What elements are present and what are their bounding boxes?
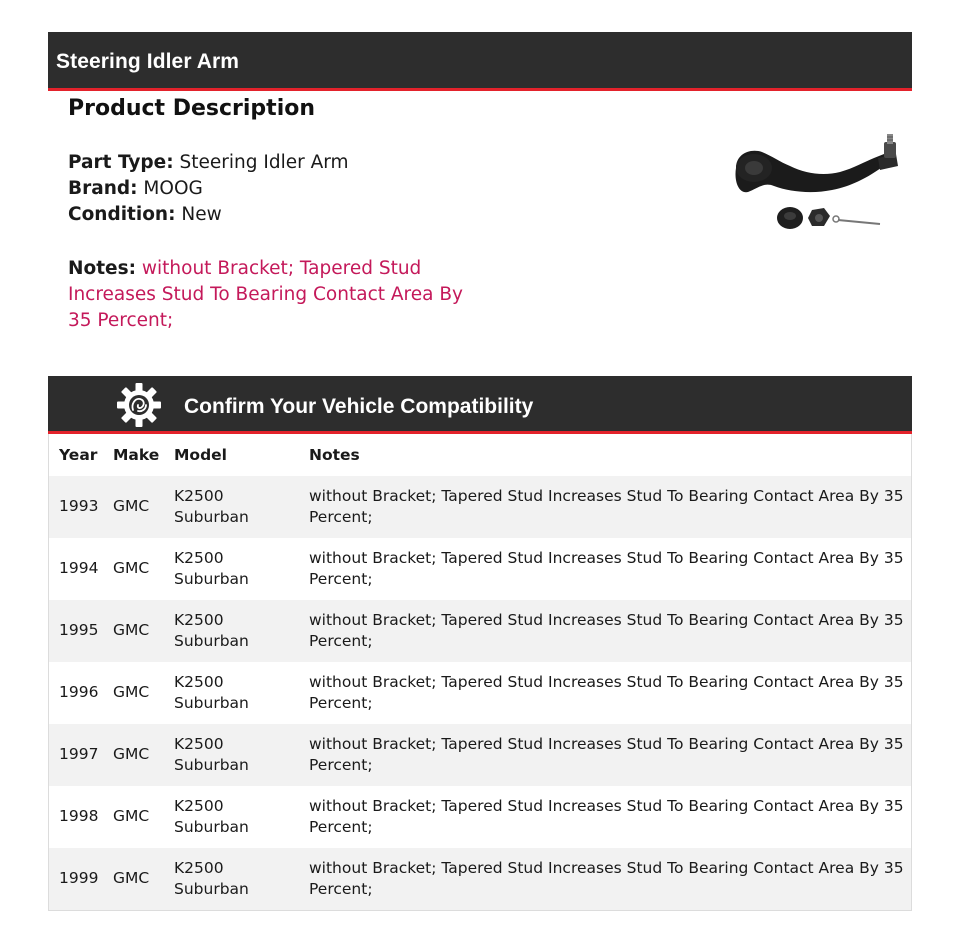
cell-make: GMC [103, 848, 164, 911]
condition-label: Condition: [68, 204, 176, 225]
product-image [728, 132, 908, 234]
column-header-model: Model [164, 434, 299, 476]
compatibility-title: Confirm Your Vehicle Compatibility [184, 395, 534, 418]
table-row [49, 848, 912, 911]
brand-value: MOOG [143, 178, 203, 199]
cell-make: GMC [103, 476, 164, 538]
table-row [49, 538, 912, 600]
table-row [49, 600, 912, 662]
cell-model: K2500 Suburban [164, 786, 299, 848]
notes-row [68, 256, 468, 334]
condition-row [68, 202, 222, 228]
gear-icon [116, 382, 162, 428]
brand-row [68, 176, 203, 202]
cell-model: K2500 Suburban [164, 848, 299, 911]
cell-model: K2500 Suburban [164, 538, 299, 600]
cell-year: 1998 [49, 786, 104, 848]
cell-year: 1993 [49, 476, 104, 538]
column-header-year: Year [49, 434, 104, 476]
brand-label: Brand: [68, 178, 138, 199]
table-header-row [49, 434, 912, 476]
cell-make: GMC [103, 538, 164, 600]
cell-notes: without Bracket; Tapered Stud Increases Stud To Bearing Contact Area By 35 Percent; [299, 600, 912, 662]
cell-year: 1996 [49, 662, 104, 724]
part-type-label: Part Type: [68, 152, 174, 173]
condition-value: New [181, 204, 222, 225]
table-row [49, 476, 912, 538]
cell-notes: without Bracket; Tapered Stud Increases Stud To Bearing Contact Area By 35 Percent; [299, 476, 912, 538]
page-title: Steering Idler Arm [56, 50, 240, 73]
column-header-notes: Notes [299, 434, 912, 476]
notes-value: without Bracket; Tapered Stud Increases Stud To Bearing Contact Area By 35 Percent; [68, 258, 463, 331]
cell-year: 1999 [49, 848, 104, 911]
part-type-value: Steering Idler Arm [179, 152, 349, 173]
cell-model: K2500 Suburban [164, 476, 299, 538]
part-type-row [68, 150, 349, 176]
notes-label: Notes: [68, 258, 136, 279]
title-bar [48, 32, 912, 91]
table-row [49, 662, 912, 724]
table-row [49, 786, 912, 848]
cell-year: 1997 [49, 724, 104, 786]
compatibility-bar [48, 376, 912, 434]
cell-notes: without Bracket; Tapered Stud Increases Stud To Bearing Contact Area By 35 Percent; [299, 786, 912, 848]
cell-year: 1995 [49, 600, 104, 662]
cell-notes: without Bracket; Tapered Stud Increases Stud To Bearing Contact Area By 35 Percent; [299, 724, 912, 786]
cell-notes: without Bracket; Tapered Stud Increases Stud To Bearing Contact Area By 35 Percent; [299, 848, 912, 911]
product-description-heading: Product Description [68, 96, 316, 121]
column-header-make: Make [103, 434, 164, 476]
cell-notes: without Bracket; Tapered Stud Increases Stud To Bearing Contact Area By 35 Percent; [299, 662, 912, 724]
cell-model: K2500 Suburban [164, 600, 299, 662]
cell-model: K2500 Suburban [164, 724, 299, 786]
cell-year: 1994 [49, 538, 104, 600]
cell-make: GMC [103, 724, 164, 786]
cell-make: GMC [103, 662, 164, 724]
cell-make: GMC [103, 600, 164, 662]
cell-model: K2500 Suburban [164, 662, 299, 724]
table-row [49, 724, 912, 786]
cell-notes: without Bracket; Tapered Stud Increases Stud To Bearing Contact Area By 35 Percent; [299, 538, 912, 600]
cell-make: GMC [103, 786, 164, 848]
compatibility-table [48, 434, 912, 911]
